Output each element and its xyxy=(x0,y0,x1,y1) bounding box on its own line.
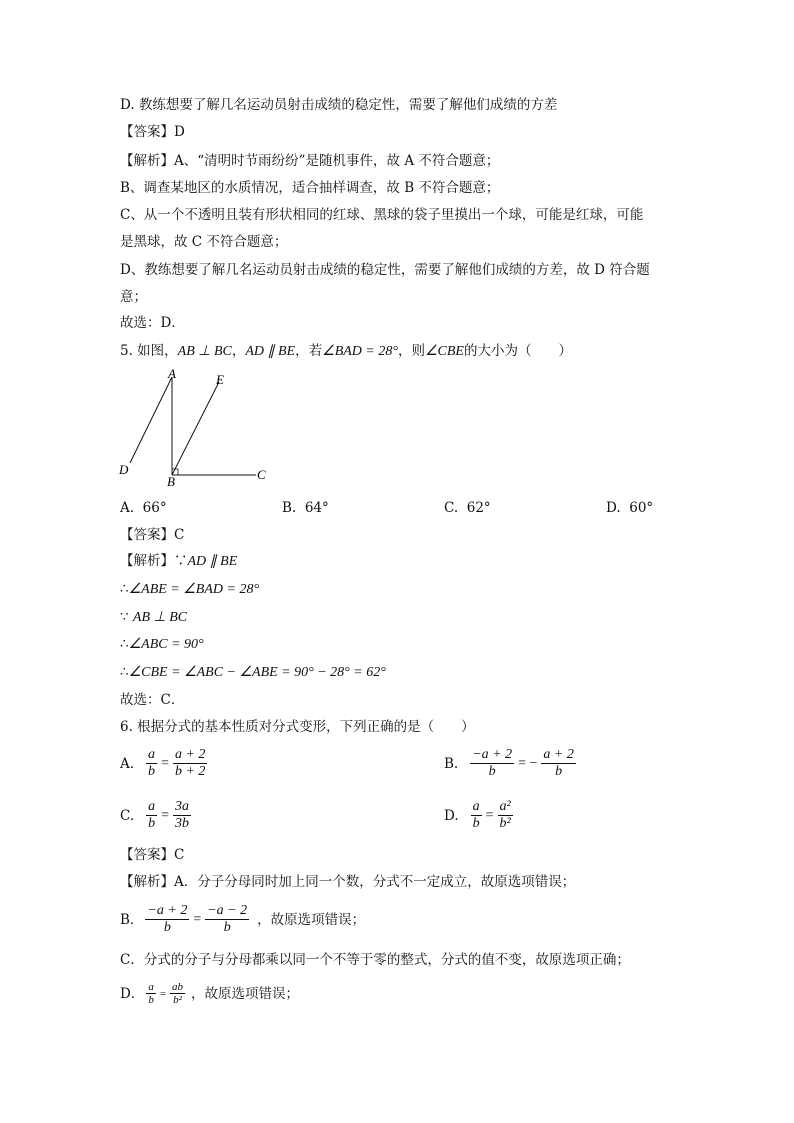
q5-sep-3: ，则 xyxy=(397,343,425,359)
q5-sep-1: ， xyxy=(231,343,246,359)
q5-suffix: 的大小为（ ） xyxy=(463,343,572,359)
line-3: 【解析】A、“清明时节雨纷纷”是随机事件，故 A 不符合题意； xyxy=(120,153,500,169)
line-7: D、教练想要了解几名运动员射击成绩的稳定性，需要了解他们成绩的方差，故 D 符合题 xyxy=(120,262,650,278)
line-1: D. 教练想要了解几名运动员射击成绩的稳定性，需要了解他们成绩的方差 xyxy=(120,97,558,113)
label-C: C xyxy=(257,467,266,482)
line-5: C、从一个不透明且装有形状相同的红球、黑球的袋子里摸出一个球，可能是红球，可能 xyxy=(120,207,644,223)
label-B: B xyxy=(167,474,175,489)
q6-analysis-b: B． $\frac{-a + 2}{b}$ = $\frac{-a - 2}{b}$ ，故原选项错误； xyxy=(120,903,366,935)
q6-choice-d: D. $\frac{a}{b}$ = $\frac{\text{a²}}{\text{b²}}$ xyxy=(444,799,511,831)
line-2: 【答案】D xyxy=(120,124,185,140)
q6-choice-c: C. $\frac{a}{b}$ = $\frac{3a}{3b}$ xyxy=(120,799,190,831)
q5-figure xyxy=(110,365,280,490)
q5-math-1: AB ⊥ BC xyxy=(177,344,232,359)
line-9: 故选：D． xyxy=(120,315,185,331)
q5-answer: 【答案】C xyxy=(120,527,185,543)
segment-BE xyxy=(172,382,219,475)
q5-stem xyxy=(120,341,572,362)
q5-math-2: AD ∥ BE xyxy=(245,344,296,359)
q5-choice-a: A. 66° xyxy=(120,500,167,516)
q5-step-3: ∵ AB ⊥ BC xyxy=(120,609,188,625)
segment-AD xyxy=(130,377,172,463)
q6-analysis-c: C．分式的分子与分母都乘以同一个不等于零的整式，分式的值不变，故原选项正确； xyxy=(120,952,630,968)
label-E: E xyxy=(216,372,224,387)
q5-step-2: ∴∠ABE = ∠BAD = 28° xyxy=(120,581,260,597)
line-6: 是黑球，故 C 不符合题意； xyxy=(120,234,288,250)
q6-analysis-a: 【解析】A．分子分母同时加上同一个数，分式不一定成立，故原选项错误； xyxy=(120,874,576,890)
q5-math-3: ∠BAD = 28° xyxy=(322,344,398,359)
q5-step-4: ∴∠ABC = 90° xyxy=(120,636,204,652)
q5-sep-2: ，若 xyxy=(295,343,323,359)
line-4: B、调查某地区的水质情况，适合抽样调查，故 B 不符合题意； xyxy=(120,180,500,196)
q6-choice-b: B. $\frac{-a + 2}{b}$ = − $\frac{a + 2}{b}$ xyxy=(444,747,574,779)
q6-analysis-d: D． $\frac{a}{b}$ = $\frac{ab}{\text{b²}}$ ，故原选项错误； xyxy=(120,981,300,1006)
q6-choice-a: A. $\frac{a}{b}$ = $\frac{a + 2}{b + 2}$ xyxy=(120,747,206,779)
q5-choice-c: C. 62° xyxy=(444,500,491,516)
q5-choice-d: D. 60° xyxy=(606,500,654,516)
q5-final: 故选：C． xyxy=(120,692,185,708)
q5-prefix: 5. 如图， xyxy=(120,343,178,359)
q5-choice-b: B. 64° xyxy=(282,500,329,516)
q5-step-1: 【解析】∵AD ∥ BE xyxy=(120,553,238,569)
line-8: 意； xyxy=(120,289,147,305)
label-D: D xyxy=(119,462,129,477)
label-A: A xyxy=(168,366,176,381)
q6-answer: 【答案】C xyxy=(120,847,185,863)
q5-step-5: ∴∠CBE = ∠ABC − ∠ABE = 90° − 28° = 62° xyxy=(120,664,386,680)
q5-math-4: ∠CBE xyxy=(424,344,464,359)
q6-stem: 6. 根据分式的基本性质对分式变形，下列正确的是（ ） xyxy=(120,719,475,735)
